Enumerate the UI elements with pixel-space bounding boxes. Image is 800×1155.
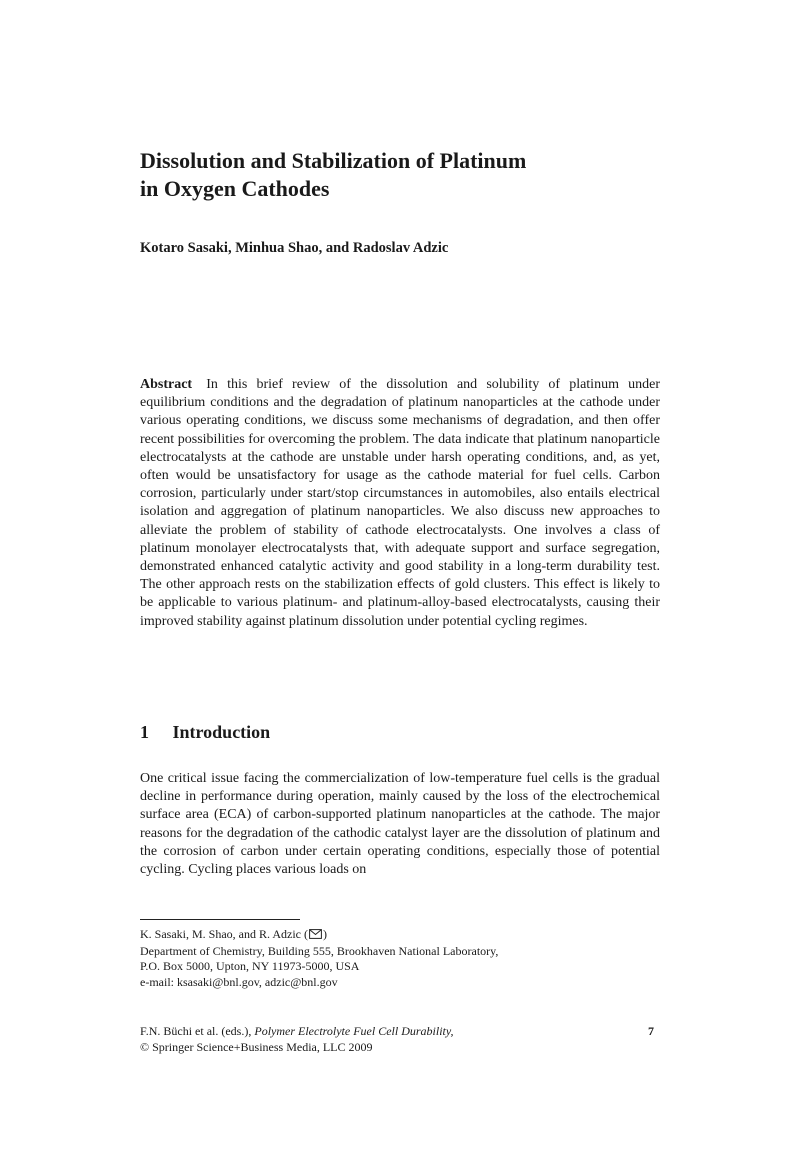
paper-title xyxy=(140,147,680,203)
section-title: Introduction xyxy=(172,722,271,742)
paper-title-line-1: Dissolution and Stabilization of Platinum xyxy=(140,148,527,173)
footnote-authors-line xyxy=(140,927,660,944)
section-heading xyxy=(140,722,270,743)
footer-editors: F.N. Büchi et al. (eds.), xyxy=(140,1024,255,1038)
author-list: Kotaro Sasaki, Minhua Shao, and Radoslav Adzic xyxy=(140,240,449,256)
introduction-paragraph: One critical issue facing the commercialization of low-temperature fuel cells is the gradual decline in performance during operation, mainly caused by the loss of the electrochemical surface area (ECA) of carbon-supported platinum nanoparticles at the cathode. The major reasons for the degradation of the cathodic catalyst layer are the dissolution of platinum and the corrosion of carbon under certain operating conditions, especially those of potential cycling. Cycling places various loads on xyxy=(140,771,660,878)
footnote-divider xyxy=(140,919,300,920)
abstract-text: In this brief review of the dissolution and solubility of platinum under equilibrium conditions and the degradation of platinum nanoparticles at the cathode under various operating conditions, we discuss some mechanisms of degradation, and then offer recent possibilities for overcoming the problem. The data indicate that platinum nanoparticle electrocatalysts at the cathode are unstable under harsh operating conditions, and, as yet, often would be unsatisfactory for usage as the cathode material for fuel cells. Carbon corrosion, particularly under start/stop circumstances in automobiles, also entails electrical isolation and aggregation of platinum nanoparticles. We also discuss new approaches to alleviate the problem of stability of cathode electrocatalysts. One involves a class of platinum monolayer electrocatalysts that, with adequate support and surface segregation, demonstrated enhanced catalytic activity and good stability in a long-term durability test. The other approach rests on the stabilization effects of gold clusters. This effect is likely to be applicable to various platinum- and platinum-alloy-based electrocatalysts, causing their improved stability against platinum dissolution under potential cycling regimes. xyxy=(140,377,660,629)
paper-title-line-2: in Oxygen Cathodes xyxy=(140,176,330,201)
abstract-label: Abstract xyxy=(140,377,193,392)
footer-copyright: © Springer Science+Business Media, LLC 2009 xyxy=(140,1039,373,1054)
footer-book-title: Polymer Electrolyte Fuel Cell Durability, xyxy=(254,1024,454,1038)
abstract xyxy=(140,376,660,631)
author-footnote xyxy=(140,927,660,990)
footnote-authors-close: ) xyxy=(322,927,327,941)
footnote-affiliation: Department of Chemistry, Building 555, Brookhaven National Laboratory, xyxy=(140,943,499,958)
footnote-authors: K. Sasaki, M. Shao, and R. Adzic ( xyxy=(140,927,308,941)
footnote-address: P.O. Box 5000, Upton, NY 11973-5000, USA xyxy=(140,959,360,973)
envelope-icon xyxy=(309,928,322,944)
section-number: 1 xyxy=(140,722,149,742)
page-footer xyxy=(140,1024,660,1055)
footer-citation xyxy=(140,1024,660,1040)
footnote-email: e-mail: ksasaki@bnl.gov, adzic@bnl.gov xyxy=(140,974,338,989)
page-number: 7 xyxy=(648,1024,654,1038)
